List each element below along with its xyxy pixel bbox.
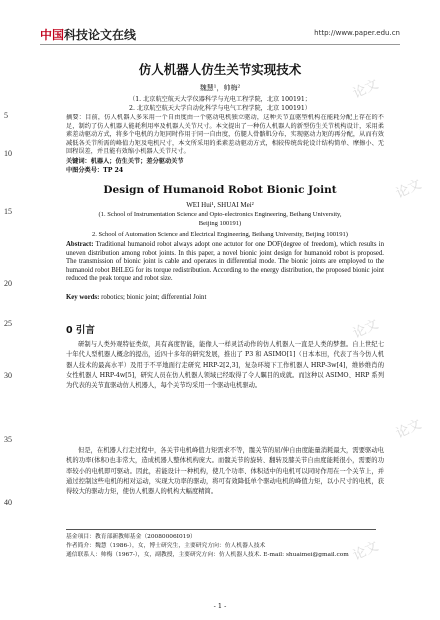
section-heading: 0 引言 [66, 325, 95, 336]
intro-paragraph-2: 但是，在机器人行走过程中，各关节电机峰值力矩需求不等，髋关节的屈/伸自由度能量消耗最大，需要驱动电机的功率(体积)也非常大，造成机器人整体机构庞大。而髋关节的旋转、翻转及膝关节自由度能耗很小，需要的功率较小的电机即可驱动。因此，若能设计一种机构，使几个功率、体积适中的电机可以同时作用在一个关节上，并通过控制这些电机的相对运动，实现大功率的驱动，将可有效降低单个驱动电机的峰值力矩，以小尺寸的电机，获得较大的驱动力矩，使仿人机器人的机构大幅度精简。 [66, 447, 384, 496]
footnote-contact: 通信联系人：帅梅（1967-），女，副教授，主要研究方向：仿人机器人技术. E-mail: shuaimei@gmail.com [66, 552, 349, 558]
en-affiliation-2: 2. School of Automation Science and Electrical Engineering, Beihang University, Beijing 100191) [92, 231, 348, 238]
watermark-text: 论文 [350, 539, 381, 564]
page-number: - 1 - [213, 602, 227, 610]
cn-authors: 魏慧¹，帅梅² [199, 84, 241, 92]
en-title: Design of Humanoid Robot Bionic Joint [103, 184, 337, 196]
site-logo[interactable] [40, 26, 136, 43]
en-keywords [66, 294, 384, 303]
en-abstract [66, 241, 384, 293]
line-number: 30 [4, 371, 12, 380]
site-url[interactable]: http://www.paper.edu.cn [314, 29, 400, 37]
en-abstract-text: Traditional humanoid robot always adopt one actutor for one DOF(degree of freedom), which results in uneven distribution among robot joints. In this paper, a novel bionic joint design for humanoid robot is proposed. The transmission of bionic joint is cable and operates in differential mode. The bionic joints are employed to the humanoid robot BHLEG for its torque redistribution. According to the energy distribution, the proposed bionic joint reduced the peak torque and robot size. [66, 241, 384, 283]
cn-affiliation-2: 2. 北京航空航天大学自动化科学与电气工程学院，北京 100191） [129, 105, 311, 112]
cn-keywords: 关键词：机器人；仿生关节；差分驱动关节 [66, 158, 184, 165]
line-number: 25 [4, 319, 12, 328]
cn-clc: 中图分类号：TP 24 [66, 167, 124, 174]
cn-abstract: 摘要：目前，仿人机器人多采用一个自由度由一个驱动电机独立驱动，这种关节直驱型机构在能耗分配上存在的不足，制约了仿人机器人能耗利用率及机器人关节尺寸。本文提出了一种仿人机器人的新型仿生关节机构设计，采用柔素差动驱动方式，将多个电机的力矩同时作用于同一自由度，仿腿人骨骼肌分布，实现驱动力矩的再分配，从而有效减低各关节所需的峰值力矩及电机尺寸，本文所采用的柔素差动驱动方式，相较传统齿轮设计结构简单、摩擦小、无回程误差，并且能有效缩小机器人关节尺寸。 [66, 114, 384, 155]
line-number: 10 [4, 149, 12, 158]
watermark-text: 论文 [393, 177, 424, 202]
intro-paragraph-1: 研制与人类外观特征类似，具有高度智能，能像人一样灵活动作的仿人机器人一直是人类的梦想。自上世纪七十年代人型机器人概念的提出，近四十多年的研究发展，推出了 P3 和 ASIMO[1]（日本本田，代表了当今仿人机器人技术的最高水平）及用于不平地面行走研究 HRP-2[2,3]，复杂环境下工作机器人 HRP-3w[4]，维妙维肖的女性机器人 HRP-4w[5]，研究人员在仿人机器人领域已经取得了令人瞩目的成就。而这种以 ASIMO、HRP 系列为代表的关节直驱动仿人机器人，每个关节均采用一个驱动电机驱动。 [66, 341, 384, 390]
en-keywords-label: Key words: [66, 294, 100, 301]
watermark-text: 论文 [350, 77, 381, 102]
en-affiliation-1: (1. School of Instrumentation Science and Opto-electronics Engineering, Beihang University, [98, 211, 342, 218]
cn-title: 仿人机器人仿生关节实现技术 [138, 62, 302, 77]
cn-affiliation-1: （1. 北京航空航天大学仪器科学与光电工程学院，北京 100191； [129, 96, 311, 103]
footnote-rule [66, 529, 376, 530]
line-number: 15 [4, 207, 12, 216]
en-abstract-label: Abstract: [66, 241, 94, 248]
watermark-text: 论文 [393, 417, 424, 442]
page-header [40, 26, 400, 45]
line-number: 20 [4, 279, 12, 288]
line-number: 35 [4, 435, 12, 444]
watermark-text: 论文 [350, 317, 381, 342]
logo-dark-text: 科技论文在线 [64, 28, 137, 42]
line-number: 40 [4, 498, 12, 507]
footnote-author: 作者简介：魏慧（1986-），女，博士研究生，主要研究方向：仿人机器人技术 [66, 543, 266, 549]
en-authors: WEI Hui¹, SHUAI Mei² [186, 201, 254, 209]
line-number: 5 [4, 111, 8, 120]
logo-red-text: 中国 [40, 28, 65, 42]
en-keywords-text: robotics; bionic joint; differential Joint [101, 294, 207, 301]
en-affiliation-1b: Beijing 100191) [198, 220, 242, 227]
footnote-fund: 基金项目：教育部新教师基金（20080006I019） [66, 534, 196, 540]
